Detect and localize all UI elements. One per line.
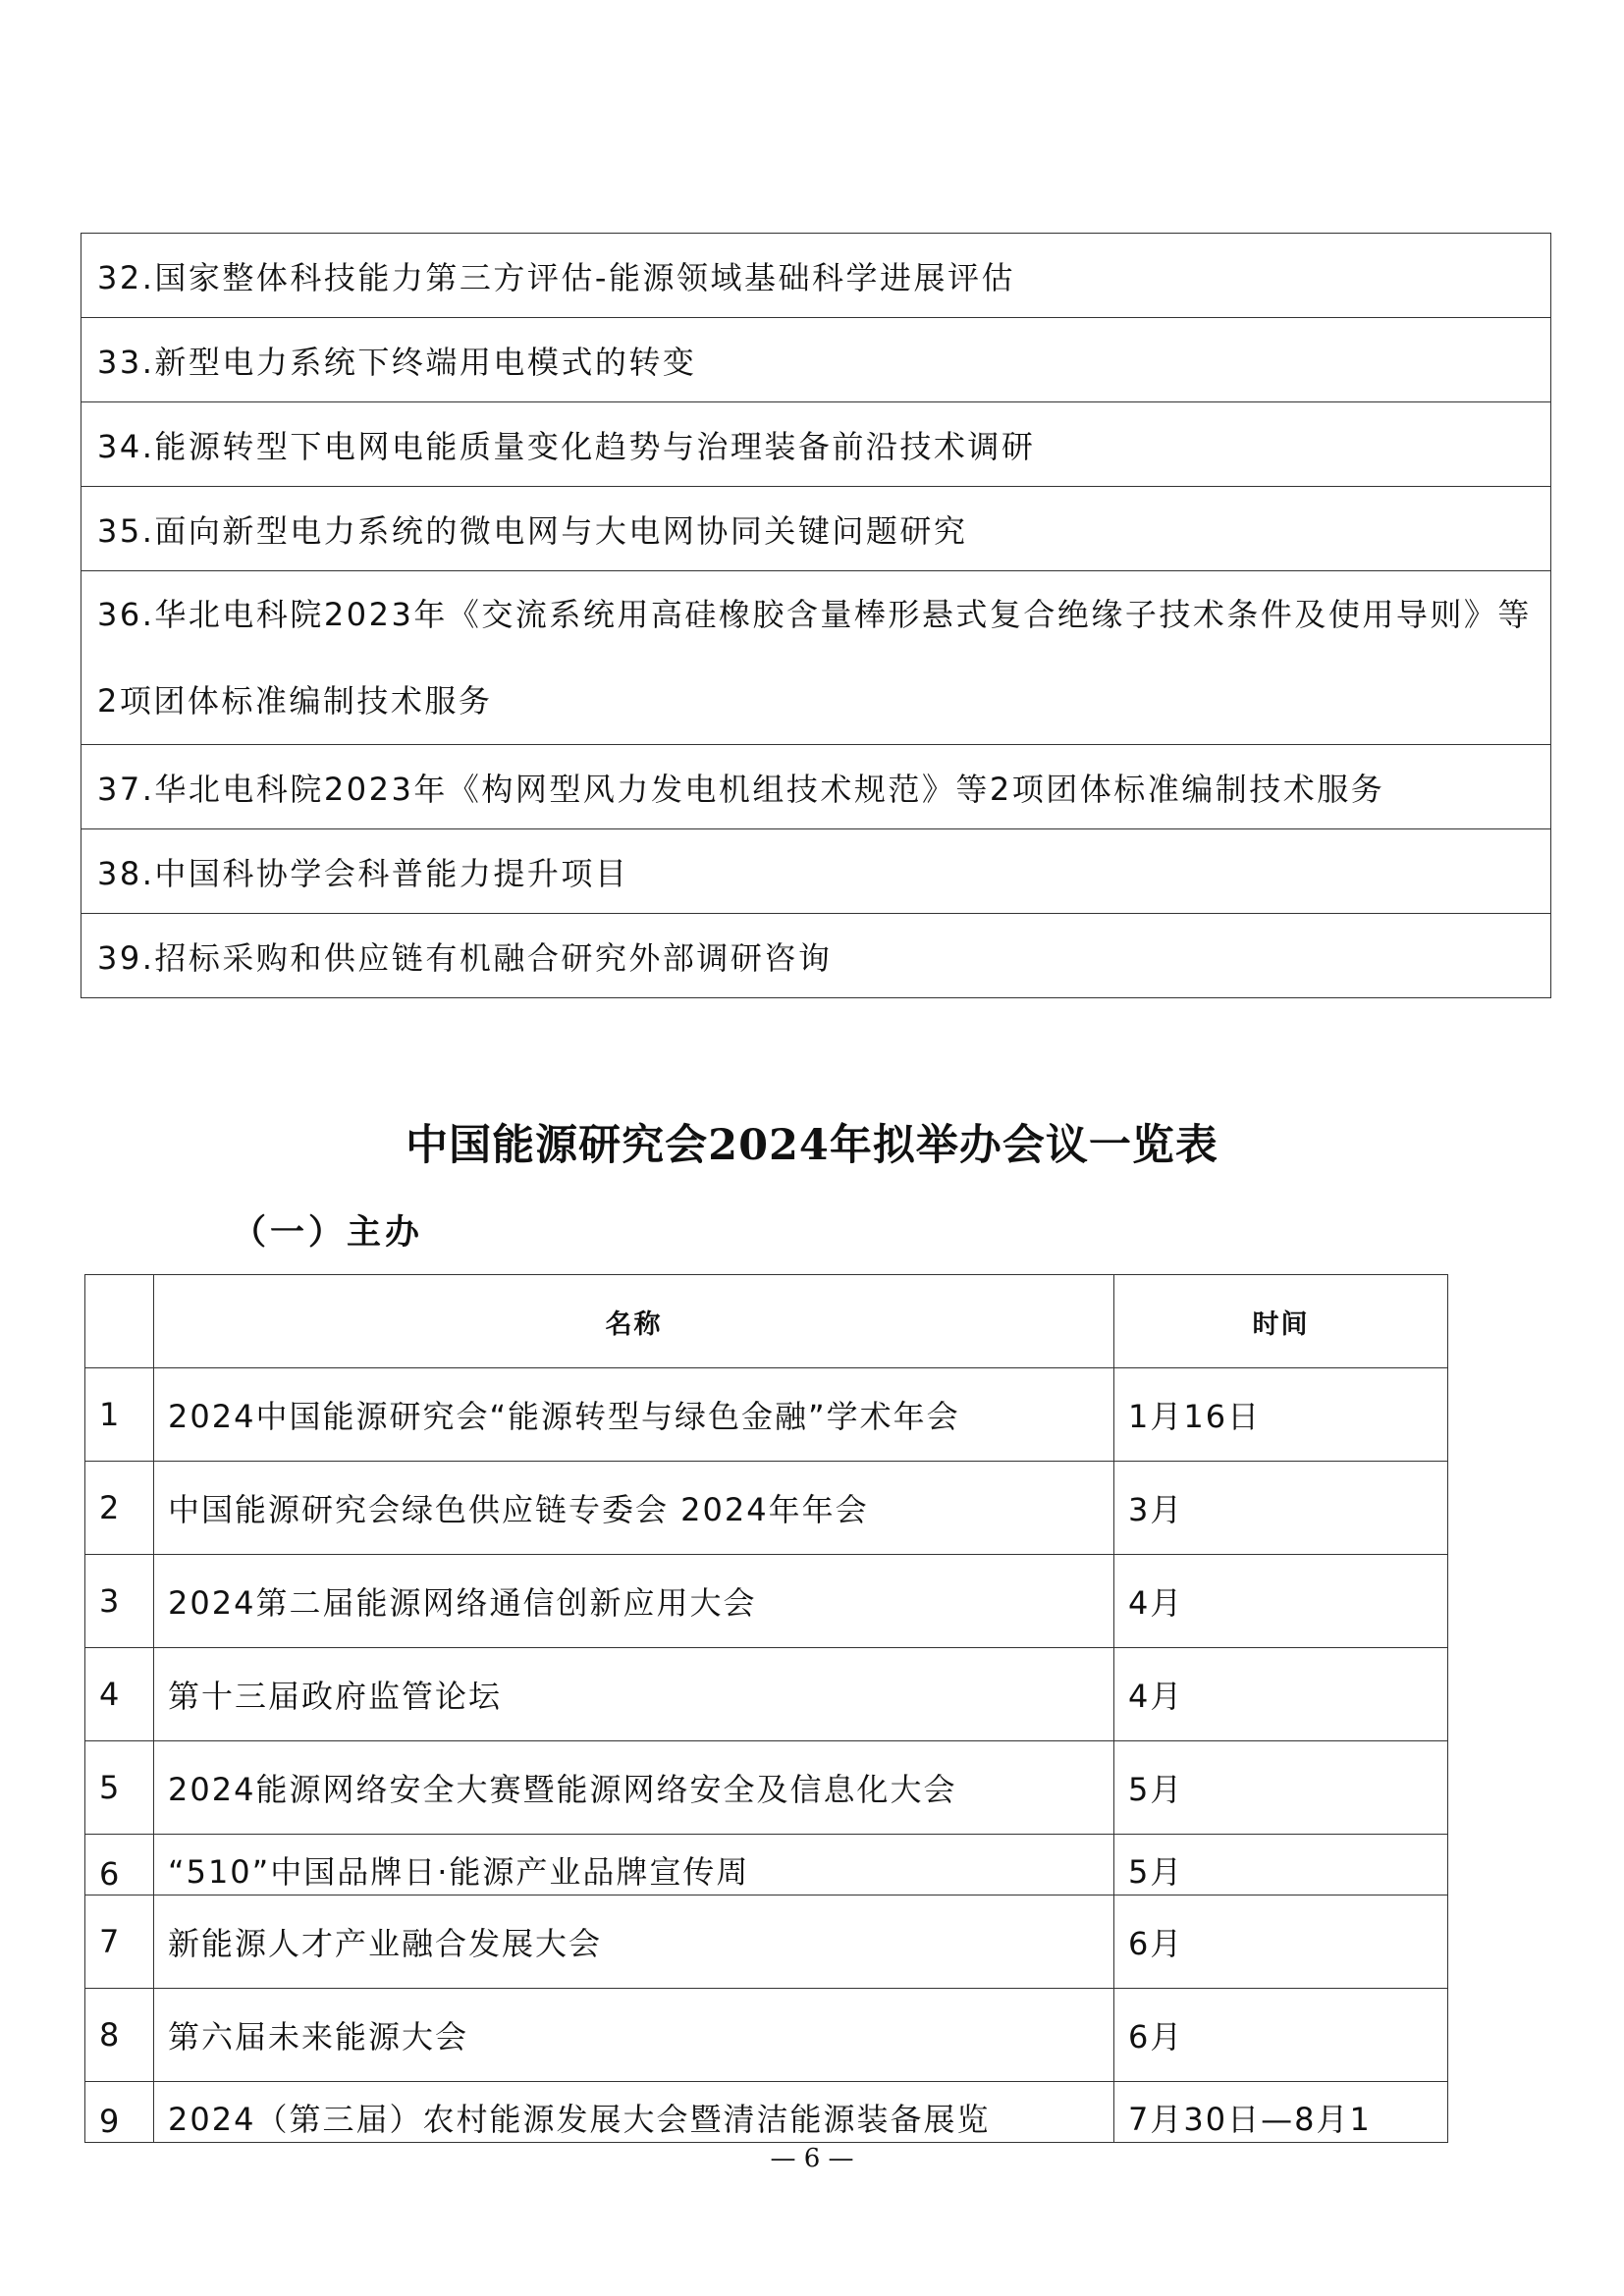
row-time: 5月 bbox=[1114, 1835, 1448, 1896]
row-time: 6月 bbox=[1114, 1989, 1448, 2082]
row-num: 9 bbox=[85, 2082, 154, 2143]
row-num: 2 bbox=[85, 1462, 154, 1555]
row-num: 5 bbox=[85, 1741, 154, 1835]
row-name: 2024第二届能源网络通信创新应用大会 bbox=[154, 1555, 1114, 1648]
table-row bbox=[81, 487, 1551, 571]
row-num: 1 bbox=[85, 1368, 154, 1462]
table-row bbox=[81, 914, 1551, 998]
table-row bbox=[81, 318, 1551, 402]
row-num: 6 bbox=[85, 1835, 154, 1896]
table-row bbox=[85, 2082, 1448, 2143]
row-num: 8 bbox=[85, 1989, 154, 2082]
project-item: 34.能源转型下电网电能质量变化趋势与治理装备前沿技术调研 bbox=[81, 402, 1551, 487]
project-item: 37.华北电科院2023年《构网型风力发电机组技术规范》等2项团体标准编制技术服务 bbox=[81, 745, 1551, 829]
meetings-table bbox=[84, 1274, 1448, 2143]
table-row bbox=[85, 1555, 1448, 1648]
table-row bbox=[81, 234, 1551, 318]
project-item: 32.国家整体科技能力第三方评估-能源领域基础科学进展评估 bbox=[81, 234, 1551, 318]
table-row bbox=[81, 829, 1551, 914]
table-row bbox=[85, 1835, 1448, 1896]
header-num bbox=[85, 1275, 154, 1368]
row-num: 3 bbox=[85, 1555, 154, 1648]
row-time: 6月 bbox=[1114, 1896, 1448, 1989]
project-item: 38.中国科协学会科普能力提升项目 bbox=[81, 829, 1551, 914]
table-row bbox=[85, 1896, 1448, 1989]
project-item: 39.招标采购和供应链有机融合研究外部调研咨询 bbox=[81, 914, 1551, 998]
row-time: 7月30日—8月1 bbox=[1114, 2082, 1448, 2143]
row-time: 4月 bbox=[1114, 1648, 1448, 1741]
row-name: 2024能源网络安全大赛暨能源网络安全及信息化大会 bbox=[154, 1741, 1114, 1835]
row-name: 第十三届政府监管论坛 bbox=[154, 1648, 1114, 1741]
row-name: 中国能源研究会绿色供应链专委会 2024年年会 bbox=[154, 1462, 1114, 1555]
row-name: 新能源人才产业融合发展大会 bbox=[154, 1896, 1114, 1989]
table-row bbox=[85, 1462, 1448, 1555]
header-time: 时间 bbox=[1114, 1275, 1448, 1368]
row-time: 5月 bbox=[1114, 1741, 1448, 1835]
project-list-table bbox=[81, 233, 1551, 998]
section-label: （一）主办 bbox=[232, 1212, 424, 1253]
table-header-row bbox=[85, 1275, 1448, 1368]
project-item: 35.面向新型电力系统的微电网与大电网协同关键问题研究 bbox=[81, 487, 1551, 571]
row-time: 3月 bbox=[1114, 1462, 1448, 1555]
row-num: 7 bbox=[85, 1896, 154, 1989]
table-row bbox=[85, 1741, 1448, 1835]
project-item: 36.华北电科院2023年《交流系统用高硅橡胶含量棒形悬式复合绝缘子技术条件及使用导则》等2项团体标准编制技术服务 bbox=[81, 571, 1551, 745]
row-name: 2024（第三届）农村能源发展大会暨清洁能源装备展览 bbox=[154, 2082, 1114, 2143]
page-number: — 6 — bbox=[770, 2144, 854, 2173]
table-row bbox=[85, 1368, 1448, 1462]
row-time: 4月 bbox=[1114, 1555, 1448, 1648]
row-num: 4 bbox=[85, 1648, 154, 1741]
table-row bbox=[85, 1648, 1448, 1741]
project-item: 33.新型电力系统下终端用电模式的转变 bbox=[81, 318, 1551, 402]
table-row bbox=[81, 402, 1551, 487]
table-row bbox=[85, 1989, 1448, 2082]
row-time: 1月16日 bbox=[1114, 1368, 1448, 1462]
table-row bbox=[81, 745, 1551, 829]
table-row bbox=[81, 571, 1551, 745]
row-name: 第六届未来能源大会 bbox=[154, 1989, 1114, 2082]
header-name: 名称 bbox=[154, 1275, 1114, 1368]
row-name: 2024中国能源研究会“能源转型与绿色金融”学术年会 bbox=[154, 1368, 1114, 1462]
row-name: “510”中国品牌日·能源产业品牌宣传周 bbox=[154, 1835, 1114, 1896]
meetings-title: 中国能源研究会2024年拟举办会议一览表 bbox=[406, 1121, 1218, 1170]
